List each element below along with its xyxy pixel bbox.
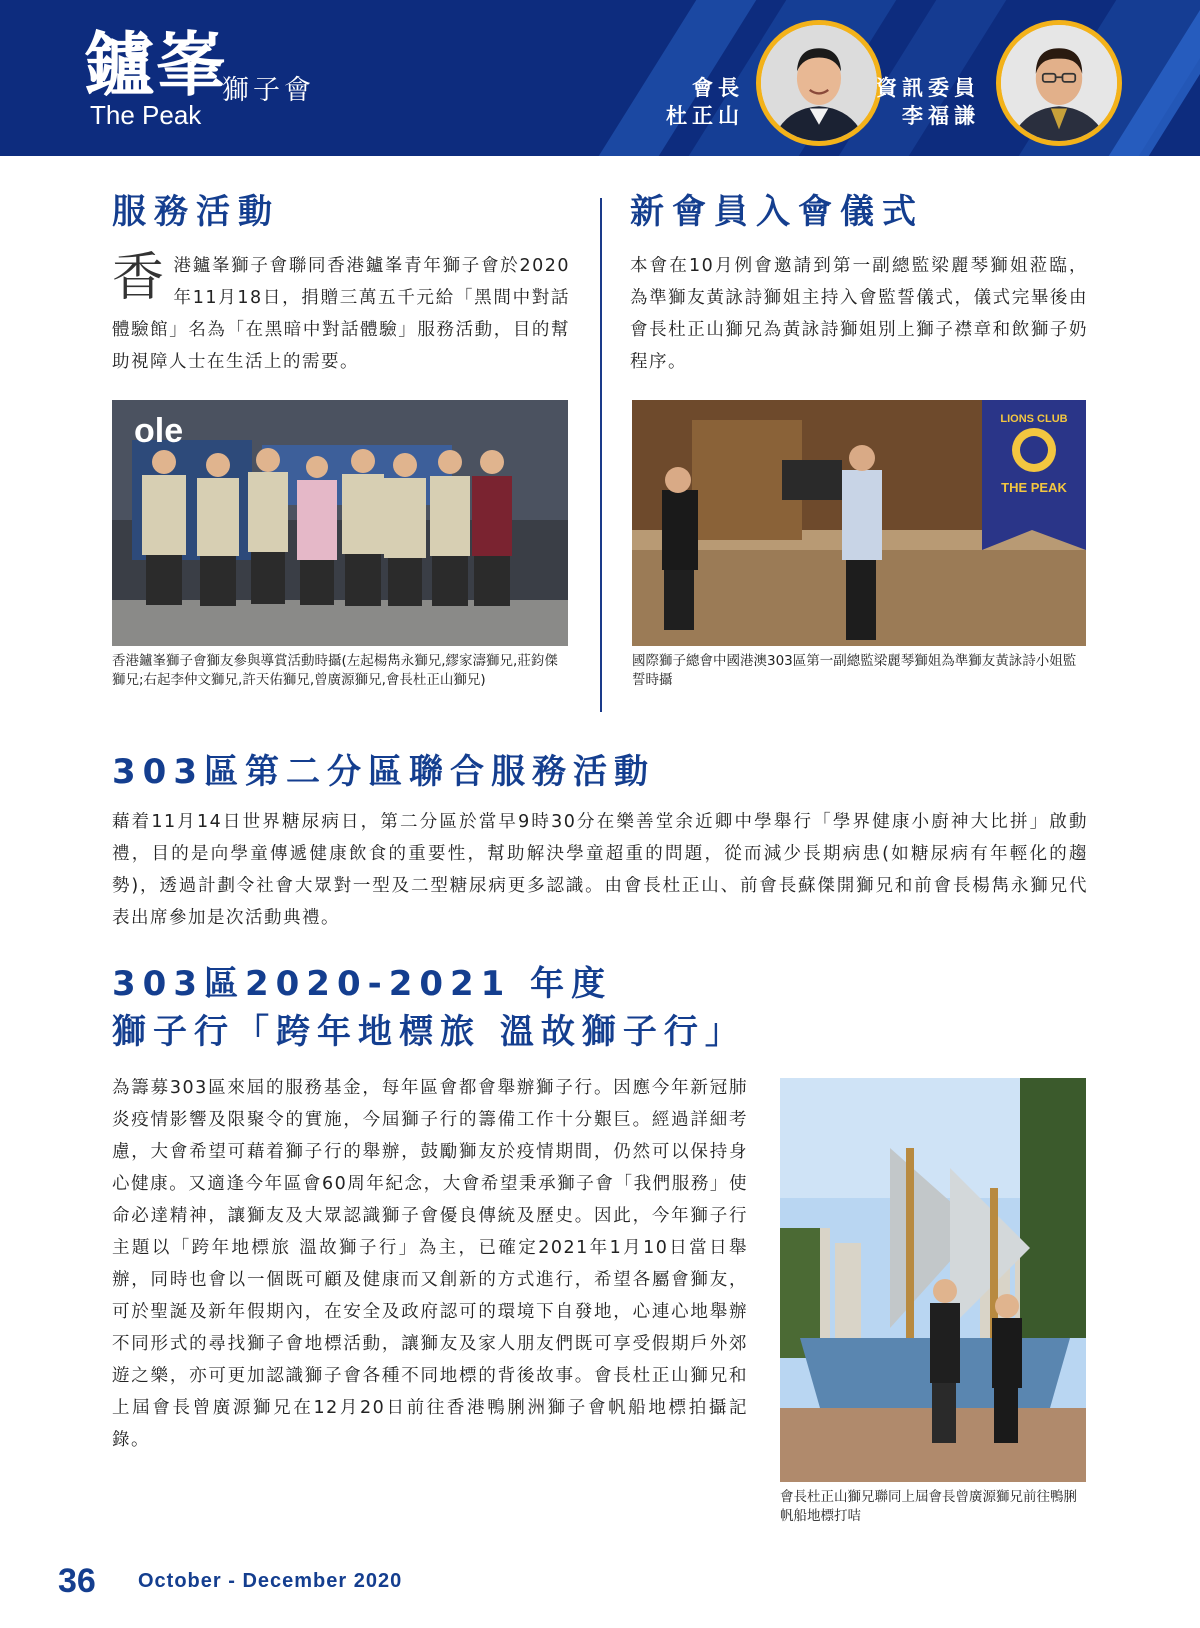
banner-top-text: LIONS CLUB [1000, 413, 1068, 425]
it-committee-portrait [996, 20, 1122, 146]
walk-photo [780, 1078, 1086, 1482]
president-label [650, 74, 744, 130]
induction-caption: 國際獅子總會中國港澳303區第一副總監梁麗琴獅姐為準獅友黃詠詩小姐監誓時攝 [632, 653, 1077, 688]
club-logo-subtitle: 獅子會 [222, 75, 315, 106]
club-logo-chinese: 鑪峯 [84, 23, 228, 106]
induction-title: 新會員入會儀式 [630, 192, 924, 232]
service-dropcap: 香 [112, 248, 166, 308]
district-body: 藉着11月14日世界糖尿病日，第二分區於當早9時30分在樂善堂余近卿中學舉行「學界健康小廚神大比拼」啟動禮，目的是向學童傳遞健康飲食的重要性，幫助解決學童超重的問題，從而減少長期病患(如糖尿病有年輕化的趨勢)，透過計劃令社會大眾對一型及二型糖尿病更多認識。由會長杜正山、前會長蘇傑開獅兄和前會長楊雋永獅兄代表出席參加是次活動典禮。 [112, 812, 1088, 928]
it-role: 資訊委員 [876, 76, 980, 100]
president-portrait [756, 20, 882, 146]
page-header [0, 0, 1200, 156]
walk-caption: 會長杜正山獅兄聯同上屆會長曾廣源獅兄前往鴨脷帆船地標打咭 [780, 1489, 1077, 1524]
president-name: 杜正山 [666, 104, 744, 128]
issue-date: October - December 2020 [138, 1570, 403, 1592]
service-photo [112, 400, 568, 646]
induction-photo [632, 400, 1086, 646]
page-number: 36 [58, 1562, 96, 1600]
walk-body: 為籌募303區來屆的服務基金，每年區會都會舉辦獅子行。因應今年新冠肺炎疫情影響及限聚令的實施，今屆獅子行的籌備工作十分艱巨。經過詳細考慮，大會希望可藉着獅子行的舉辦，鼓勵獅友於疫情期間，仍然可以保持身心健康。又適逢今年區會60周年紀念，大會希望秉承獅子會「我們服務」使命必達精神，讓獅友及大眾認識獅子會優良傳統及歷史。因此，今年獅子行主題以「跨年地標旅 溫故獅子行」為主，已確定2021年1月10日當日舉辦，同時也會以一個既可顧及健康而又創新的方式進行，希望各屬會獅友，可於聖誕及新年假期內，在安全及政府認可的環境下自發地，心連心地舉辦不同形式的尋找獅子會地標活動，讓獅友及家人朋友們既可享受假期戶外郊遊之樂，亦可更加認識獅子會各種不同地標的背後故事。會長杜正山獅兄和上屆會長曾廣源獅兄在12月20日前往香港鴨脷洲獅子會帆船地標拍攝記錄。 [112, 1078, 748, 1450]
walk-title-line1: 303區2020-2021 年度 [112, 964, 613, 1004]
it-name: 李福謙 [902, 104, 980, 128]
it-committee-label [870, 74, 980, 130]
service-body: 港鑪峯獅子會聯同香港鑪峯青年獅子會於2020年11月18日，捐贈三萬五千元給「黑間中對話體驗館」名為「在黑暗中對話體驗」服務活動，目的幫助視障人士在生活上的需要。 [112, 256, 570, 372]
service-paragraph [112, 250, 570, 378]
district-title: 303區第二分區聯合服務活動 [112, 752, 655, 792]
exhibit-sign-text: ole [134, 412, 184, 450]
president-role: 會長 [692, 76, 744, 100]
column-divider [600, 198, 602, 712]
service-title: 服務活動 [112, 192, 280, 232]
club-logo-english: The Peak [90, 100, 202, 130]
induction-body: 本會在10月例會邀請到第一副總監梁麗琴獅姐蒞臨，為準獅友黃詠詩獅姐主持入會監誓儀式，儀式完畢後由會長杜正山獅兄為黃詠詩獅姐別上獅子襟章和飲獅子奶程序。 [630, 256, 1088, 372]
walk-title-line2: 獅子行「跨年地標旅 溫故獅子行」 [112, 1012, 746, 1052]
banner-bottom-text: THE PEAK [1001, 480, 1067, 495]
service-caption: 香港鑪峯獅子會獅友參與導賞活動時攝(左起楊雋永獅兄,繆家濤獅兄,莊鈞傑獅兄;右起李仲文獅兄,許天佑獅兄,曾廣源獅兄,會長杜正山獅兄) [112, 653, 558, 688]
